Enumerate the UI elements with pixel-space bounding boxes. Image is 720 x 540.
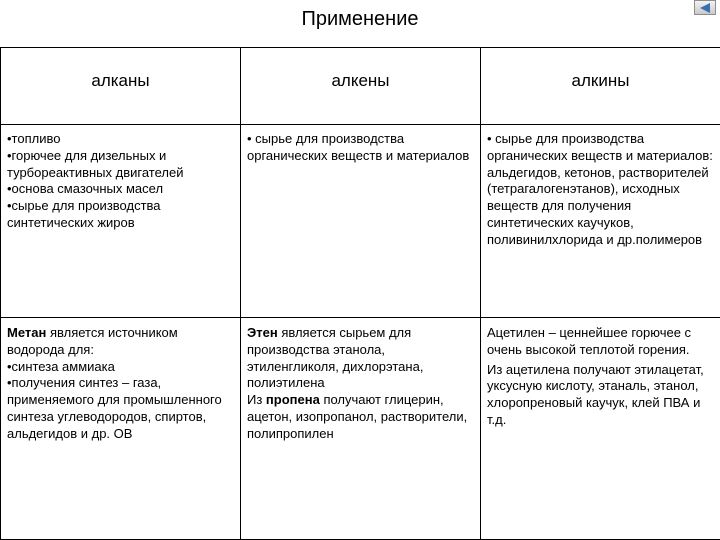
propene-term: пропена	[265, 392, 320, 408]
application-table	[0, 47, 720, 540]
acetylene-products-paragraph: Из ацетилена получают этилацетат, уксусную кислоту, этаналь, этанол, хлоропреновый каучук, клей ПВА и т.д.	[487, 361, 704, 427]
methane-intro	[7, 325, 234, 359]
list-item: •сырье для производства синтетических жиров	[7, 198, 161, 230]
list-item: •топливо	[7, 131, 61, 146]
header-alkanes: алканы	[1, 48, 241, 125]
header-row	[1, 48, 720, 125]
acetylene-paragraph: Ацетилен – ценнейшее горючее с очень высокой теплотой горения.	[487, 325, 692, 357]
back-button[interactable]	[694, 0, 716, 15]
table-row	[1, 318, 720, 540]
header-alkynes: алкины	[481, 48, 720, 125]
list-item: •основа смазочных масел	[7, 181, 164, 197]
methane-term: Метан	[7, 325, 47, 340]
ethene-paragraph	[247, 325, 474, 392]
cell-alkenes-uses	[241, 125, 481, 318]
header-alkenes: алкены	[241, 48, 481, 125]
page-title: Применение	[301, 8, 419, 30]
list-item: •синтеза аммиака	[7, 358, 115, 374]
cell-alkenes-examples	[241, 318, 481, 540]
cell-alkanes-uses	[1, 125, 241, 318]
cell-alkynes-uses	[481, 125, 720, 318]
cell-alkanes-examples	[1, 318, 241, 540]
ethene-term: Этен	[247, 325, 278, 340]
propene-text: получают глицерин, ацетон, изопропанол, растворители, полипропилен	[247, 392, 468, 441]
list-item: • сырье для производства органических веществ и материалов: альдегидов, кетонов, растворителей (тетрагалогенэтанов), исходных веществ для получения синтетических каучуков, поливинилхлорида и др.полимеров	[487, 131, 713, 247]
list-item: •получения синтез – газа, применяемого для промышленного синтеза углеводородов, спиртов, альдегидов и др. ОВ	[7, 375, 222, 441]
table-row	[1, 125, 720, 318]
triangle-left-icon	[700, 3, 711, 13]
methane-text: является источником водорода для:	[7, 325, 178, 357]
list-item: •горючее для дизельных и турбореактивных двигателей	[7, 147, 184, 180]
propene-prefix: Из	[247, 392, 266, 408]
propene-paragraph	[247, 392, 474, 442]
list-item: • сырье для производства органических веществ и материалов	[247, 131, 470, 163]
ethene-text: является сырьем для производства этанола, этиленгликоля, дихлорэтана, полиэтилена	[247, 325, 424, 391]
cell-alkynes-examples	[481, 318, 720, 540]
